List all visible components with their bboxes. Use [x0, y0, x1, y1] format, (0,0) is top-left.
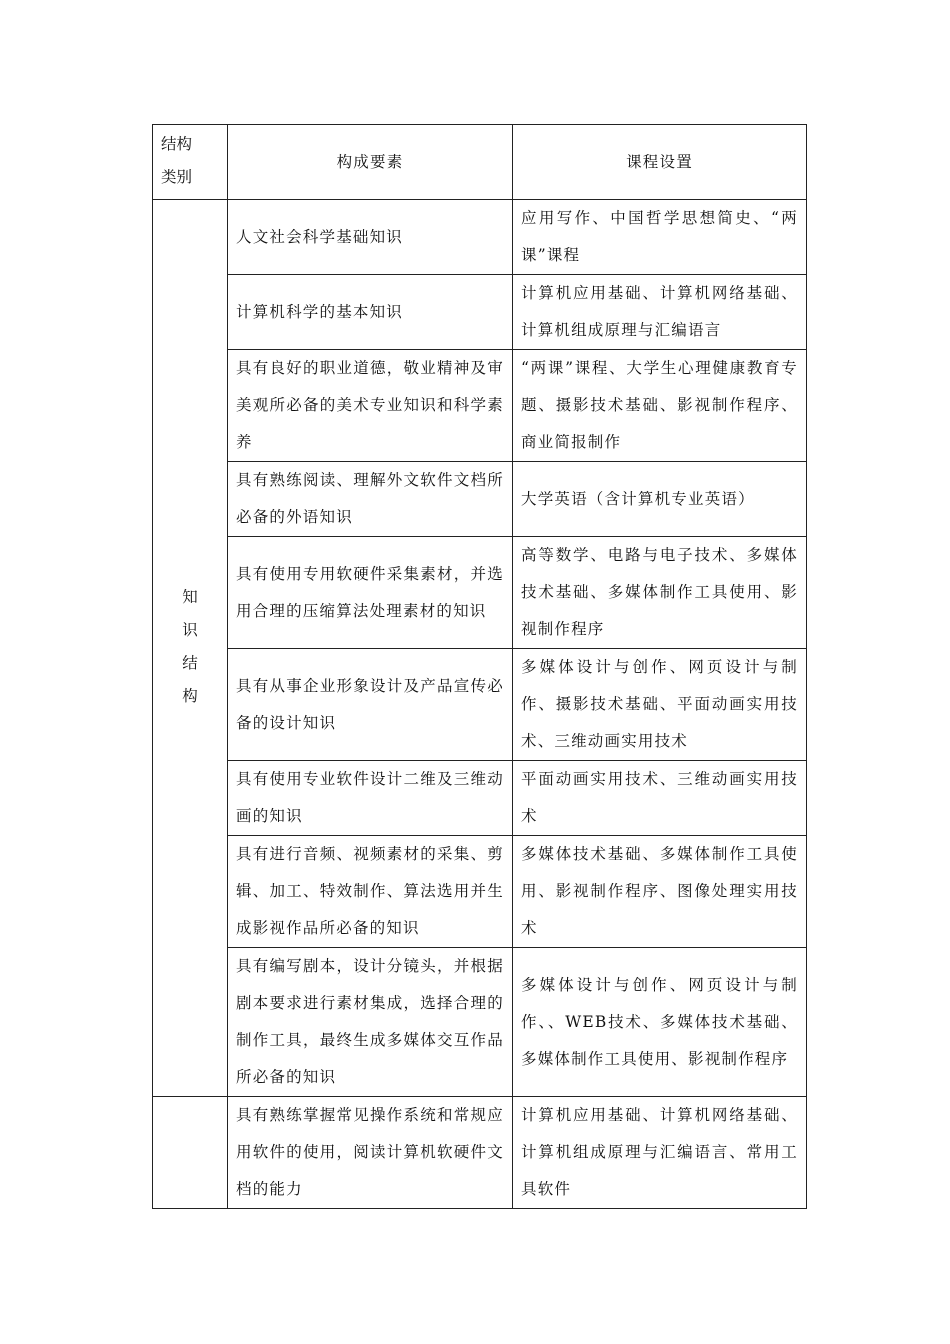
table-row	[153, 948, 807, 1097]
table-row	[153, 761, 807, 836]
table-row	[153, 1097, 807, 1209]
header-element: 构成要素	[228, 125, 513, 200]
element-cell: 具有编写剧本，设计分镜头，并根据剧本要求进行素材集成，选择合理的制作工具，最终生成多媒体交互作品所必备的知识	[228, 948, 513, 1097]
table-row	[153, 537, 807, 649]
header-row	[153, 125, 807, 200]
element-cell: 具有良好的职业道德，敬业精神及审美观所必备的美术专业知识和科学素养	[228, 350, 513, 462]
element-cell: 人文社会科学基础知识	[228, 200, 513, 275]
curriculum-page	[152, 124, 806, 1209]
element-cell: 具有熟练掌握常见操作系统和常规应用软件的使用，阅读计算机软硬件文档的能力	[228, 1097, 513, 1209]
table-row	[153, 275, 807, 350]
table-row	[153, 200, 807, 275]
course-cell: 大学英语（含计算机专业英语）	[513, 462, 807, 537]
category-ability-structure	[153, 1097, 228, 1209]
course-cell: 平面动画实用技术、三维动画实用技术	[513, 761, 807, 836]
course-cell: 计算机应用基础、计算机网络基础、计算机组成原理与汇编语言、常用工具软件	[513, 1097, 807, 1209]
table-row	[153, 836, 807, 948]
element-cell: 计算机科学的基本知识	[228, 275, 513, 350]
element-cell: 具有使用专业软件设计二维及三维动画的知识	[228, 761, 513, 836]
element-cell: 具有进行音频、视频素材的采集、剪辑、加工、特效制作、算法选用并生成影视作品所必备的知识	[228, 836, 513, 948]
header-course: 课程设置	[513, 125, 807, 200]
table-row	[153, 462, 807, 537]
course-cell: 多媒体设计与创作、网页设计与制作、摄影技术基础、平面动画实用技术、三维动画实用技术	[513, 649, 807, 761]
course-cell: 应用写作、中国哲学思想简史、“两课”课程	[513, 200, 807, 275]
header-category: 结构类别	[153, 125, 228, 200]
course-cell: 高等数学、电路与电子技术、多媒体技术基础、多媒体制作工具使用、影视制作程序	[513, 537, 807, 649]
element-cell: 具有使用专用软硬件采集素材，并选用合理的压缩算法处理素材的知识	[228, 537, 513, 649]
element-cell: 具有从事企业形象设计及产品宣传必备的设计知识	[228, 649, 513, 761]
course-cell: 多媒体技术基础、多媒体制作工具使用、影视制作程序、图像处理实用技术	[513, 836, 807, 948]
element-cell: 具有熟练阅读、理解外文软件文档所必备的外语知识	[228, 462, 513, 537]
table-row	[153, 350, 807, 462]
course-cell: 计算机应用基础、计算机网络基础、计算机组成原理与汇编语言	[513, 275, 807, 350]
curriculum-table	[152, 124, 807, 1209]
course-cell: 多媒体设计与创作、网页设计与制作、、WEB技术、多媒体技术基础、多媒体制作工具使用、影视制作程序	[513, 948, 807, 1097]
table-row	[153, 649, 807, 761]
category-knowledge-structure: 知识结构	[153, 200, 228, 1097]
course-cell: “两课”课程、大学生心理健康教育专题、摄影技术基础、影视制作程序、商业简报制作	[513, 350, 807, 462]
